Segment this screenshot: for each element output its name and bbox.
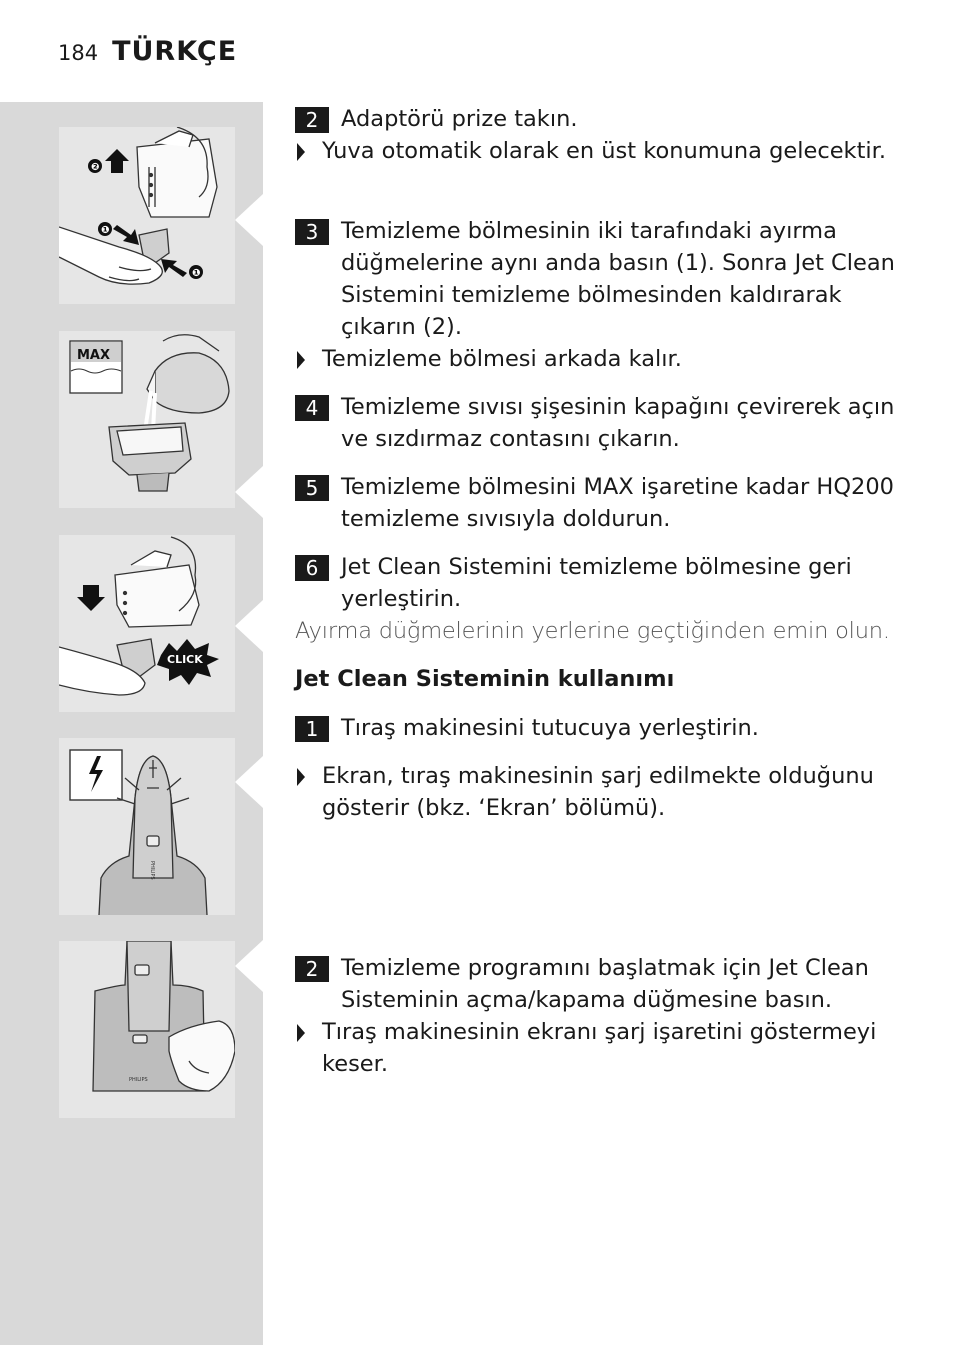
click-label: CLICK [167,653,203,666]
step-text: Adaptörü prize takın. [341,106,578,132]
brand-label-2: PHILIPS [129,1077,148,1083]
bullet-text: Temizleme bölmesi arkada kalır. [322,346,682,372]
step-item [295,551,915,615]
section-step-6-reattach [295,551,915,647]
max-label: MAX [77,348,111,363]
figure-pointer [235,600,263,652]
step-number: 2 [295,956,329,982]
step-number: 3 [295,219,329,245]
step-number: 1 [295,716,329,742]
step-number: 6 [295,555,329,581]
page-number: 184 [58,41,99,65]
label-2: ❷ [91,162,100,173]
section-language-title: TÜRKÇE [112,36,238,67]
bullet-text: Tıraş makinesinin ekranı şarj işaretini göstermeyi keser. [322,1019,877,1077]
brand-label: PHILIPS [149,861,155,880]
bullet-item [295,760,915,824]
section-step-5-fill [295,471,915,535]
bullet-text: Yuva otomatik olarak en üst konumuna gelecektir. [322,138,886,164]
figure-pointer [235,466,263,518]
note-text: Ayırma düğmelerinin yerlerine geçtiğinden emin olun. [295,618,890,644]
section-display-charging [295,760,915,824]
step-item [295,103,915,135]
step-item [295,712,915,744]
figure-pointer [235,756,263,808]
step-number: 5 [295,475,329,501]
step-item [295,215,915,343]
section-heading: Jet Clean Sisteminin kullanımı [295,666,675,692]
step-item [295,471,915,535]
section-step-1-place-shaver [295,712,915,744]
figure-press-on-off-button [59,941,235,1118]
bullet-item [295,1016,915,1080]
step-number: 2 [295,107,329,133]
figure-remove-cleaning-chamber [59,127,235,304]
step-text: Temizleme sıvısı şişesinin kapağını çevirerek açın ve sızdırmaz contasını çıkarın. [341,394,895,452]
svg-text:❶: ❶ [192,268,201,279]
step-item [295,391,915,455]
step-text: Tıraş makinesini tutucuya yerleştirin. [341,715,759,741]
section-step-4-open-bottle [295,391,915,455]
page-header [58,36,237,72]
svg-text:❶: ❶ [101,225,110,236]
step-text: Temizleme bölmesinin iki tarafındaki ayırma düğmelerine aynı anda basın (1). Sonra Jet Clean Sistemini temizleme bölmesinden kaldırarak çıkarın (2). [341,218,895,340]
step-text: Temizleme bölmesini MAX işaretine kadar HQ200 temizleme sıvısıyla doldurun. [341,474,894,532]
section-step-2-adapter [295,103,915,167]
section-step-2-start-program [295,952,915,1080]
figure-fill-cleaning-fluid [59,331,235,508]
step-item [295,952,915,1016]
figure-reattach-cleaning-chamber [59,535,235,712]
bullet-text: Ekran, tıraş makinesinin şarj edilmekte olduğunu gösterir (bkz. ‘Ekran’ bölümü). [322,763,874,821]
figure-pointer [235,940,263,992]
section-step-3-release [295,215,915,375]
figure-pointer [235,194,263,246]
bullet-item [295,343,915,375]
step-text: Temizleme programını başlatmak için Jet Clean Sisteminin açma/kapama düğmesine basın. [341,955,869,1013]
step-number: 4 [295,395,329,421]
bullet-item [295,135,915,167]
step-text: Jet Clean Sistemini temizleme bölmesine geri yerleştirin. [341,554,852,612]
figure-shaver-in-holder [59,738,235,915]
